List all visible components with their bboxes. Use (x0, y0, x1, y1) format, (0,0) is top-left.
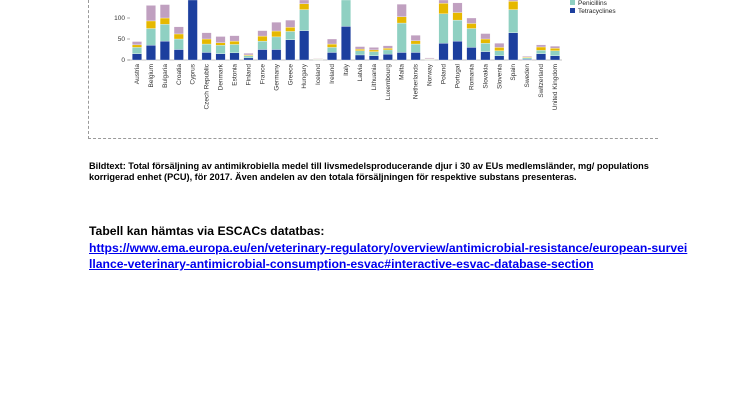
figure-caption: Bildtext: Total försäljning av antimikrobiella medel till livsmedelsproducerande djur i 30 av EUs medlemsländer, mg/ populations korrigerad enhet (PCU), för 2017. Även andelen av den totala försäljningen för respektive substans presenteras. (89, 161, 649, 182)
bar-segment-other-classes (536, 45, 545, 47)
bar-segment-penicillins (453, 20, 462, 41)
bar-segment-tetracyclines (299, 31, 308, 60)
y-tick-label: 100 (114, 15, 125, 22)
bar-segment-penicillins (341, 0, 350, 26)
y-tick-label: 0 (121, 57, 125, 64)
x-tick-label: Slovenia (496, 64, 504, 89)
bar-segment-other-classes (216, 36, 225, 42)
bar-segment-other-classes (550, 46, 559, 48)
bar-segment-other (397, 17, 406, 23)
bar-segment-tetracyclines (188, 0, 197, 60)
bar-segment-other-classes (244, 53, 253, 55)
bar-segment-penicillins (216, 45, 225, 53)
bar-segment-penicillins (327, 47, 336, 52)
x-tick-label: Hungary (301, 64, 309, 89)
bar-segment-tetracyclines (160, 41, 169, 60)
x-tick-label: Sweden (524, 64, 532, 88)
table-heading: Tabell kan hämtas via ESCACs datatbas: (89, 224, 325, 238)
bar-segment-tetracyclines (286, 40, 295, 60)
x-tick-label: Norway (426, 64, 434, 87)
x-tick-label: Romania (468, 64, 476, 91)
bar-segment-other (355, 49, 364, 51)
bar-segment-penicillins (299, 10, 308, 31)
x-tick-label: Ireland (329, 64, 337, 84)
bar-segment-penicillins (508, 10, 517, 33)
legend-swatch-penicillins (570, 0, 575, 5)
bar-segment-other (369, 50, 378, 52)
bar-segment-other (467, 23, 476, 28)
x-tick-label: Portugal (454, 64, 462, 89)
bar-segment-tetracyclines (355, 55, 364, 60)
bar-segment-other (550, 48, 559, 51)
x-tick-label: Netherlands (412, 64, 420, 100)
esvac-database-link[interactable]: https://www.ema.europa.eu/en/veterinary-regulatory/overview/antimicrobial-resistance/european-surveillance-veterinary-antimicrobial-consumption-esvac#interactive-esvac-database-section (89, 241, 688, 271)
stacked-bar-chart (0, 0, 746, 140)
x-tick-label: Latvia (356, 64, 364, 82)
bar-segment-other-classes (355, 47, 364, 50)
bar-segment-tetracyclines (481, 52, 490, 60)
x-tick-label: Malta (398, 64, 406, 80)
x-tick-label: Austria (133, 64, 141, 85)
y-tick-label: 50 (117, 36, 125, 43)
bar-segment-other (286, 27, 295, 31)
bar-segment-tetracyclines (495, 56, 504, 60)
bar-segment-penicillins (132, 47, 141, 53)
bar-segment-other (411, 41, 420, 44)
bar-segment-tetracyclines (230, 53, 239, 60)
bar-segment-other (216, 43, 225, 46)
bar-segment-other-classes (160, 5, 169, 18)
bar-segment-other-classes (369, 47, 378, 50)
bar-segment-penicillins (258, 41, 267, 49)
bar-segment-penicillins (467, 29, 476, 48)
bar-segment-other-classes (495, 43, 504, 47)
bar-segment-tetracyclines (467, 47, 476, 60)
bar-segment-other (508, 1, 517, 9)
bar-segment-other (272, 31, 281, 37)
bar-segment-other (258, 36, 267, 41)
bar-segment-other-classes (383, 46, 392, 49)
legend-label-tetracyclines: Tetracyclines (578, 8, 616, 15)
bar-segment-penicillins (146, 29, 155, 46)
bar-series (132, 0, 560, 60)
x-tick-label: France (259, 64, 267, 85)
bar-segment-penicillins (355, 51, 364, 55)
bar-segment-penicillins (397, 23, 406, 52)
bar-segment-other-classes (425, 58, 434, 59)
bar-segment-tetracyclines (272, 50, 281, 61)
bar-segment-other-classes (258, 31, 267, 36)
bar-segment-other-classes (230, 36, 239, 41)
x-tick-label: Croatia (175, 64, 183, 85)
x-tick-label: Belgium (147, 64, 155, 88)
x-axis-labels (134, 63, 559, 110)
bar-segment-other (230, 41, 239, 44)
x-tick-label: United Kingdom (552, 64, 560, 111)
x-tick-label: Iceland (315, 64, 323, 85)
bar-segment-other (160, 18, 169, 24)
bar-segment-penicillins (202, 44, 211, 52)
bar-segment-other (453, 13, 462, 21)
bar-segment-penicillins (369, 52, 378, 56)
legend-label-penicillins: Penicillins (578, 0, 607, 7)
bar-segment-tetracyclines (202, 52, 211, 60)
bar-segment-penicillins (383, 50, 392, 54)
bar-segment-other (327, 44, 336, 47)
bar-segment-other-classes (397, 4, 406, 17)
bar-segment-other-classes (411, 35, 420, 40)
bar-segment-other-classes (146, 5, 155, 21)
bar-segment-other (174, 34, 183, 39)
bar-segment-tetracyclines (439, 43, 448, 60)
bar-segment-tetracyclines (453, 41, 462, 60)
bar-segment-tetracyclines (369, 56, 378, 60)
bar-segment-other (439, 3, 448, 14)
bar-segment-penicillins (522, 58, 531, 59)
bar-segment-other-classes (202, 33, 211, 39)
bar-segment-penicillins (550, 51, 559, 56)
bar-segment-tetracyclines (550, 56, 559, 60)
x-tick-label: Slovakia (482, 64, 490, 89)
bar-segment-tetracyclines (397, 52, 406, 60)
bar-segment-penicillins (495, 51, 504, 56)
bar-segment-penicillins (272, 37, 281, 50)
legend (570, 0, 616, 15)
bar-segment-other (202, 39, 211, 44)
x-tick-label: Poland (440, 64, 448, 85)
x-tick-label: Czech Republic (203, 64, 211, 110)
bar-segment-other-classes (439, 0, 448, 3)
bar-segment-penicillins (536, 50, 545, 53)
bar-segment-penicillins (439, 14, 448, 43)
bar-segment-other (383, 48, 392, 50)
bar-segment-tetracyclines (536, 54, 545, 60)
bar-segment-other (146, 21, 155, 29)
bar-segment-penicillins (286, 31, 295, 39)
x-tick-label: Finland (245, 64, 253, 86)
bar-segment-tetracyclines (341, 26, 350, 60)
x-tick-label: Bulgaria (161, 64, 169, 88)
x-tick-label: Estonia (231, 64, 239, 86)
bar-segment-tetracyclines (383, 54, 392, 60)
bar-segment-other-classes (286, 20, 295, 27)
bar-segment-other-classes (481, 34, 490, 39)
bar-segment-other-classes (522, 56, 531, 57)
bar-segment-penicillins (160, 24, 169, 41)
bar-segment-tetracyclines (132, 54, 141, 60)
x-tick-label: Switzerland (538, 64, 546, 98)
bar-segment-penicillins (230, 44, 239, 52)
bar-segment-penicillins (244, 56, 253, 58)
bar-segment-penicillins (174, 39, 183, 50)
x-tick-label: Spain (510, 64, 518, 81)
bar-segment-other (481, 39, 490, 43)
bar-segment-penicillins (411, 44, 420, 52)
bar-segment-other-classes (132, 42, 141, 45)
bar-segment-tetracyclines (258, 50, 267, 61)
bar-segment-tetracyclines (174, 50, 183, 61)
x-tick-label: Greece (287, 64, 295, 86)
bar-segment-tetracyclines (327, 52, 336, 60)
bar-segment-tetracyclines (216, 54, 225, 60)
bar-segment-tetracyclines (411, 52, 420, 60)
bar-segment-tetracyclines (508, 33, 517, 60)
bar-segment-other-classes (174, 27, 183, 34)
bar-segment-other (299, 4, 308, 10)
x-tick-label: Germany (273, 64, 281, 91)
bar-segment-other-classes (508, 0, 517, 1)
bar-segment-tetracyclines (146, 45, 155, 60)
bar-segment-other-classes (467, 18, 476, 23)
bar-segment-other-classes (327, 39, 336, 44)
bar-segment-tetracyclines (244, 58, 253, 60)
bar-segment-other-classes (299, 0, 308, 4)
x-tick-label: Denmark (217, 64, 225, 91)
x-tick-label: Lithuania (370, 64, 378, 91)
legend-swatch-tetracyclines (570, 8, 575, 13)
x-tick-label: Italy (343, 64, 350, 76)
bar-segment-other-classes (453, 3, 462, 13)
x-tick-label: Cyprus (189, 64, 197, 85)
bar-segment-other-classes (272, 22, 281, 31)
bar-segment-other (132, 45, 141, 48)
bar-segment-penicillins (481, 43, 490, 51)
bar-segment-other (536, 47, 545, 50)
x-tick-label: Luxembourg (384, 64, 392, 101)
bar-segment-other (495, 47, 504, 50)
